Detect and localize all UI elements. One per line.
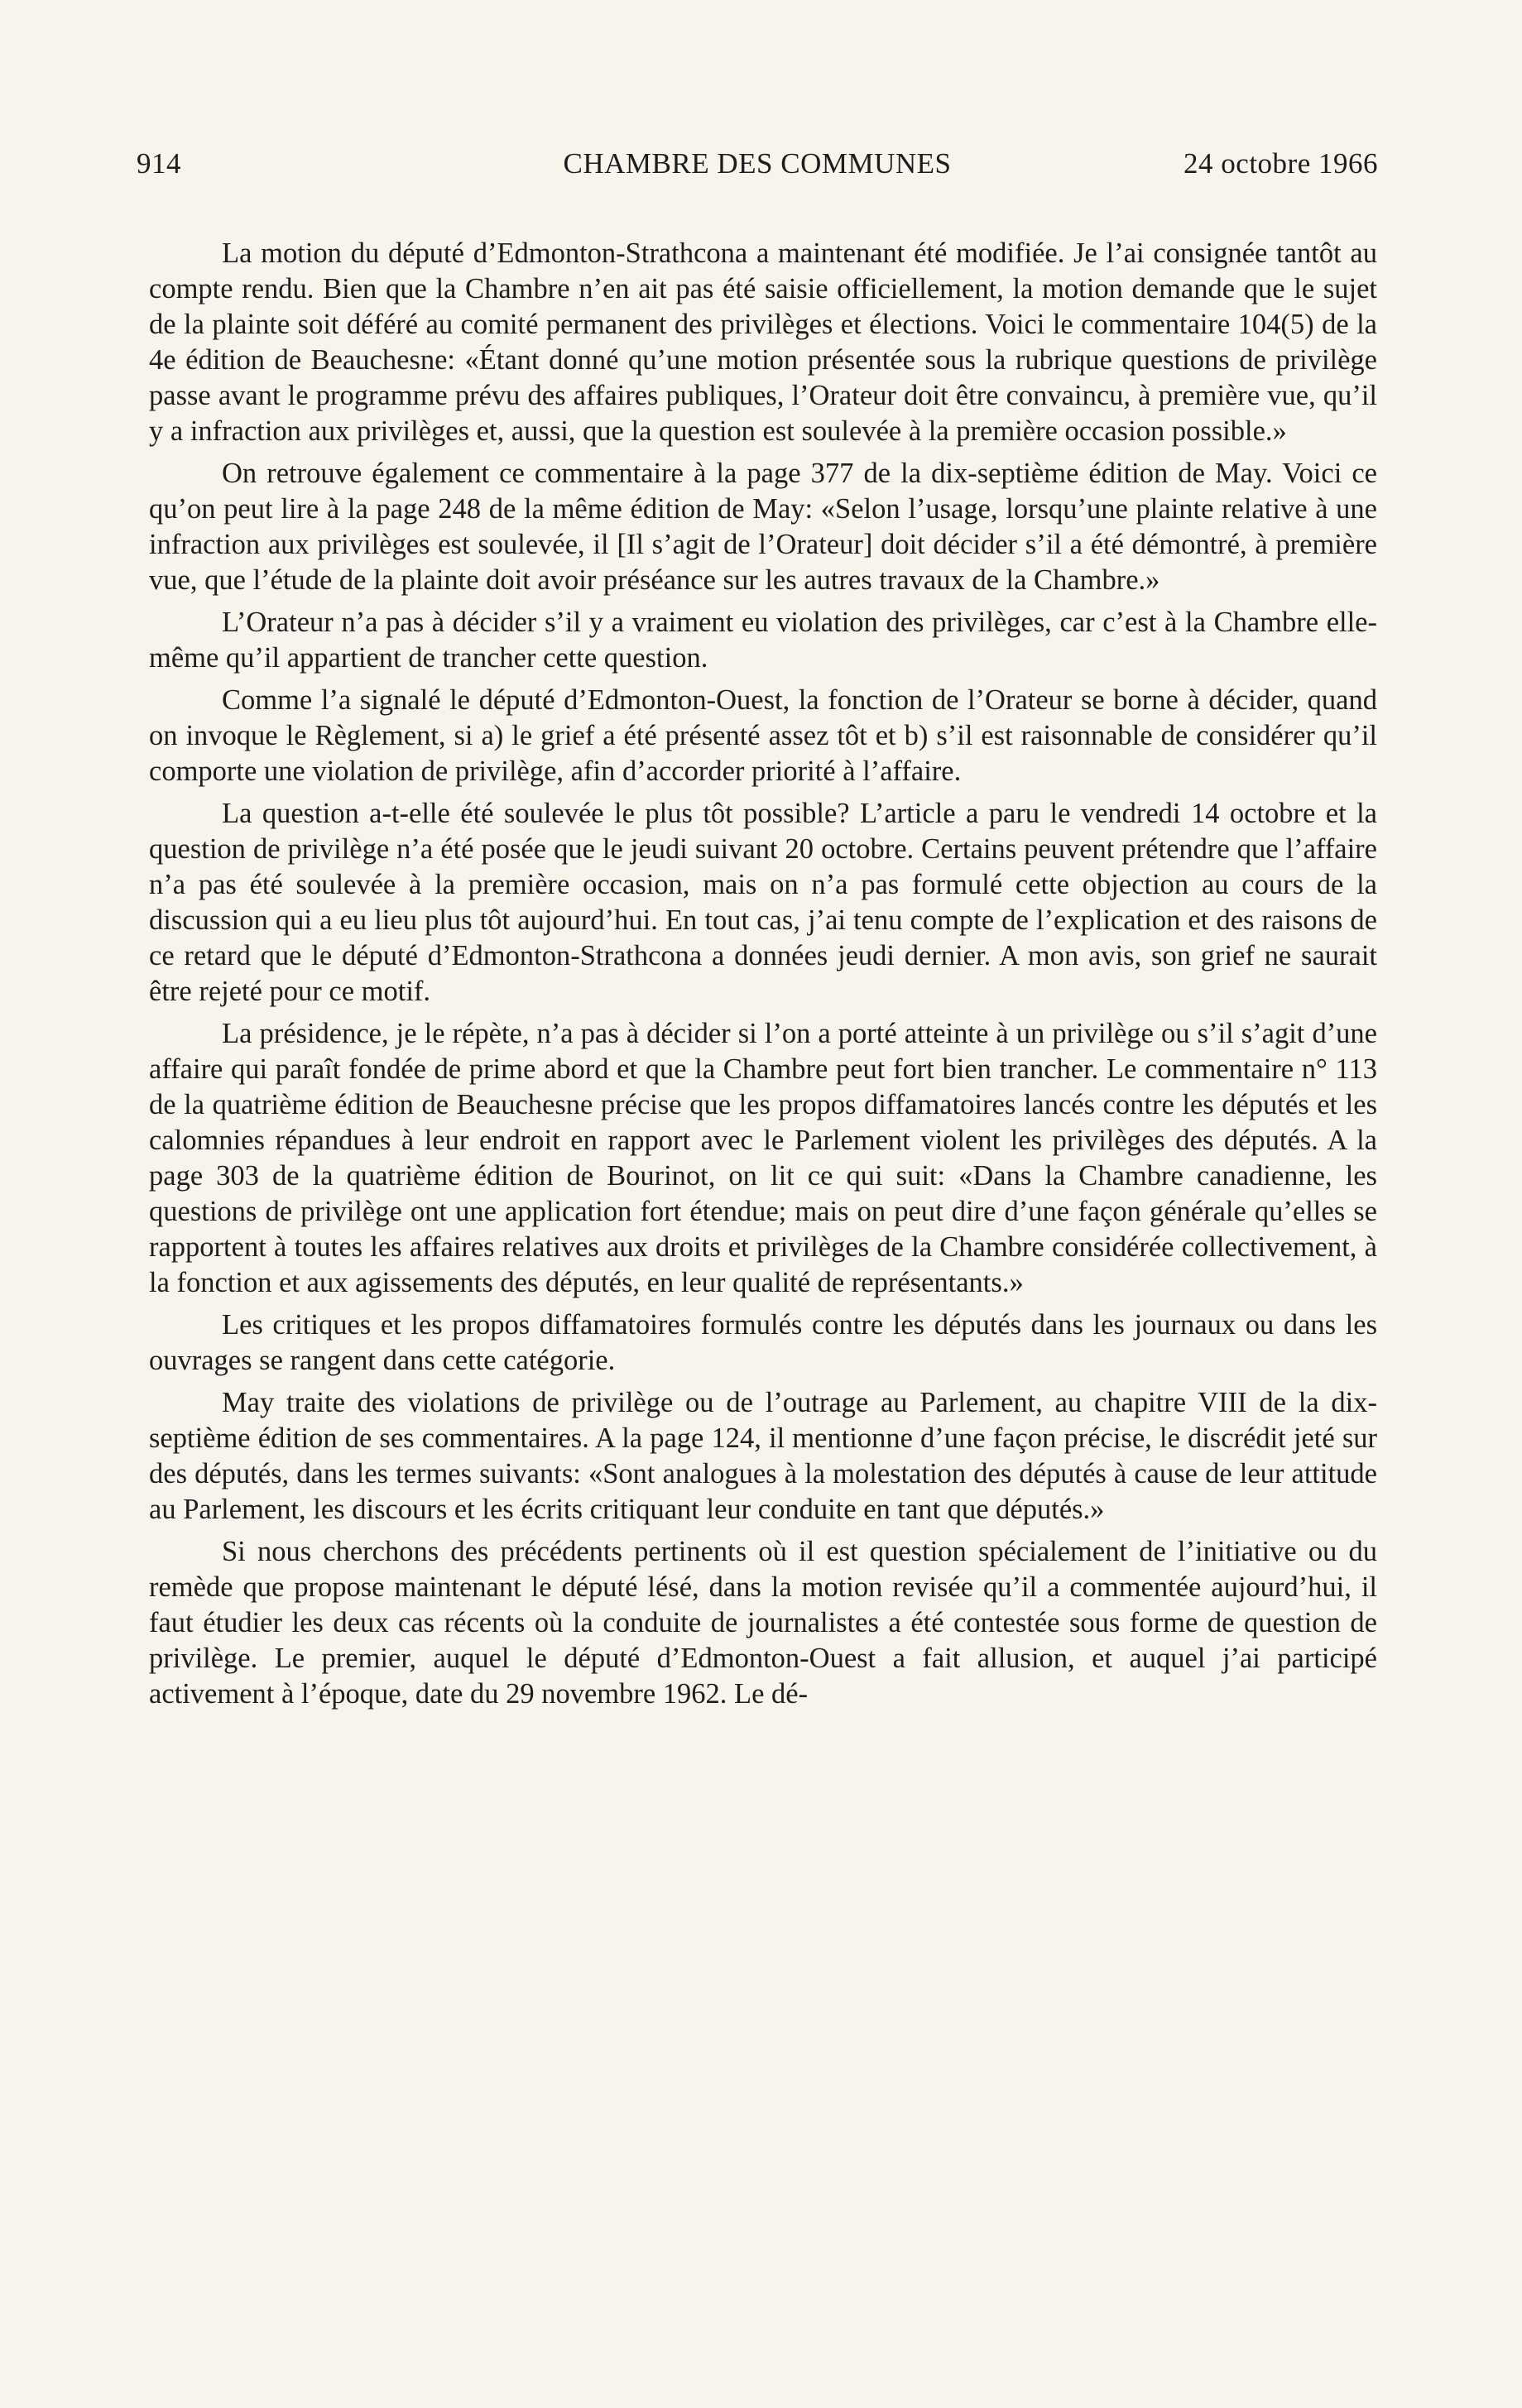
body-text xyxy=(149,236,1377,1712)
page-number: 914 xyxy=(137,147,181,180)
paragraph: La présidence, je le répète, n’a pas à décider si l’on a porté atteinte à un privilège ou s’il s’agit d’une affaire qui paraît fondée de prime abord et que la Chambre peut fort bien trancher. Le commentaire n° 113 de la quatrième édition de Beauchesne précise que les propos diffamatoires lancés contre les députés et les calomnies répandues à leur endroit en rapport avec le Parlement violent les privilèges des députés. A la page 303 de la quatrième édition de Bourinot, on lit ce qui suit: «Dans la Chambre canadienne, les questions de privilège ont une application fort étendue; mais on peut dire d’une façon générale qu’elles se rapportent à toutes les affaires relatives aux droits et privilèges de la Chambre considérée collectivement, à la fonction et aux agissements des députés, en leur qualité de représentants.» xyxy=(149,1018,1377,1298)
paragraph: On retrouve également ce commentaire à la page 377 de la dix-septième édition de May. Voici ce qu’on peut lire à la page 248 de la même édition de May: «Selon l’usage, lorsqu’une plainte relative à une infraction aux privilèges est soulevée, il [Il s’agit de l’Orateur] doit décider s’il a été démontré, à première vue, que l’étude de la plainte doit avoir préséance sur les autres travaux de la Chambre.» xyxy=(149,458,1377,596)
paragraph: La question a-t-elle été soulevée le plus tôt possible? L’article a paru le vendredi 14 octobre et la question de privilège n’a été posée que le jeudi suivant 20 octobre. Certains peuvent prétendre que l’affaire n’a pas été soulevée à la première occasion, mais on n’a pas formulé cette objection au cours de la discussion qui a eu lieu plus tôt aujourd’hui. En tout cas, j’ai tenu compte de l’explication et des raisons de ce retard que le député d’Edmonton-Strathcona a données jeudi dernier. A mon avis, son grief ne saurait être rejeté pour ce motif. xyxy=(149,798,1377,1007)
paragraph: L’Orateur n’a pas à décider s’il y a vraiment eu violation des privilèges, car c’est à la Chambre elle-même qu’il appartient de trancher cette question. xyxy=(149,607,1377,674)
page-header xyxy=(137,147,1378,189)
page-date: 24 octobre 1966 xyxy=(1184,147,1378,180)
paragraph: Si nous cherchons des précédents pertinents où il est question spécialement de l’initiative ou du remède que propose maintenant le député lésé, dans la motion revisée qu’il a commentée aujourd’hui, il faut étudier les deux cas récents où la conduite de journalistes a été contestée sous forme de question de privilège. Le premier, auquel le député d’Edmonton-Ouest a fait allusion, et auquel j’ai participé activement à l’époque, date du 29 novembre 1962. Le dé- xyxy=(149,1536,1377,1710)
paragraph: May traite des violations de privilège ou de l’outrage au Parlement, au chapitre VIII de la dix-septième édition de ses commentaires. A la page 124, il mentionne d’une façon précise, le discrédit jeté sur des députés, dans les termes suivants: «Sont analogues à la molestation des députés à cause de leur attitude au Parlement, les discours et les écrits critiquant leur conduite en tant que députés.» xyxy=(149,1387,1377,1525)
paragraph: Les critiques et les propos diffamatoires formulés contre les députés dans les journaux ou dans les ouvrages se rangent dans cette catégorie. xyxy=(149,1309,1377,1376)
paragraph: La motion du député d’Edmonton-Strathcona a maintenant été modifiée. Je l’ai consignée tantôt au compte rendu. Bien que la Chambre n’en ait pas été saisie officiellement, la motion demande que le sujet de la plainte soit déféré au comité permanent des privilèges et élections. Voici le commentaire 104(5) de la 4e édition de Beauchesne: «Étant donné qu’une motion présentée sous la rubrique questions de privilège passe avant le programme prévu des affaires publiques, l’Orateur doit être convaincu, à première vue, qu’il y a infraction aux privilèges et, aussi, que la question est soulevée à la première occasion possible.» xyxy=(149,237,1377,447)
paragraph: Comme l’a signalé le député d’Edmonton-Ouest, la fonction de l’Orateur se borne à décider, quand on invoque le Règlement, si a) le grief a été présenté assez tôt et b) s’il est raisonnable de considérer qu’il comporte une violation de privilège, afin d’accorder priorité à l’affaire. xyxy=(149,684,1377,787)
publication-title: CHAMBRE DES COMMUNES xyxy=(563,147,952,180)
